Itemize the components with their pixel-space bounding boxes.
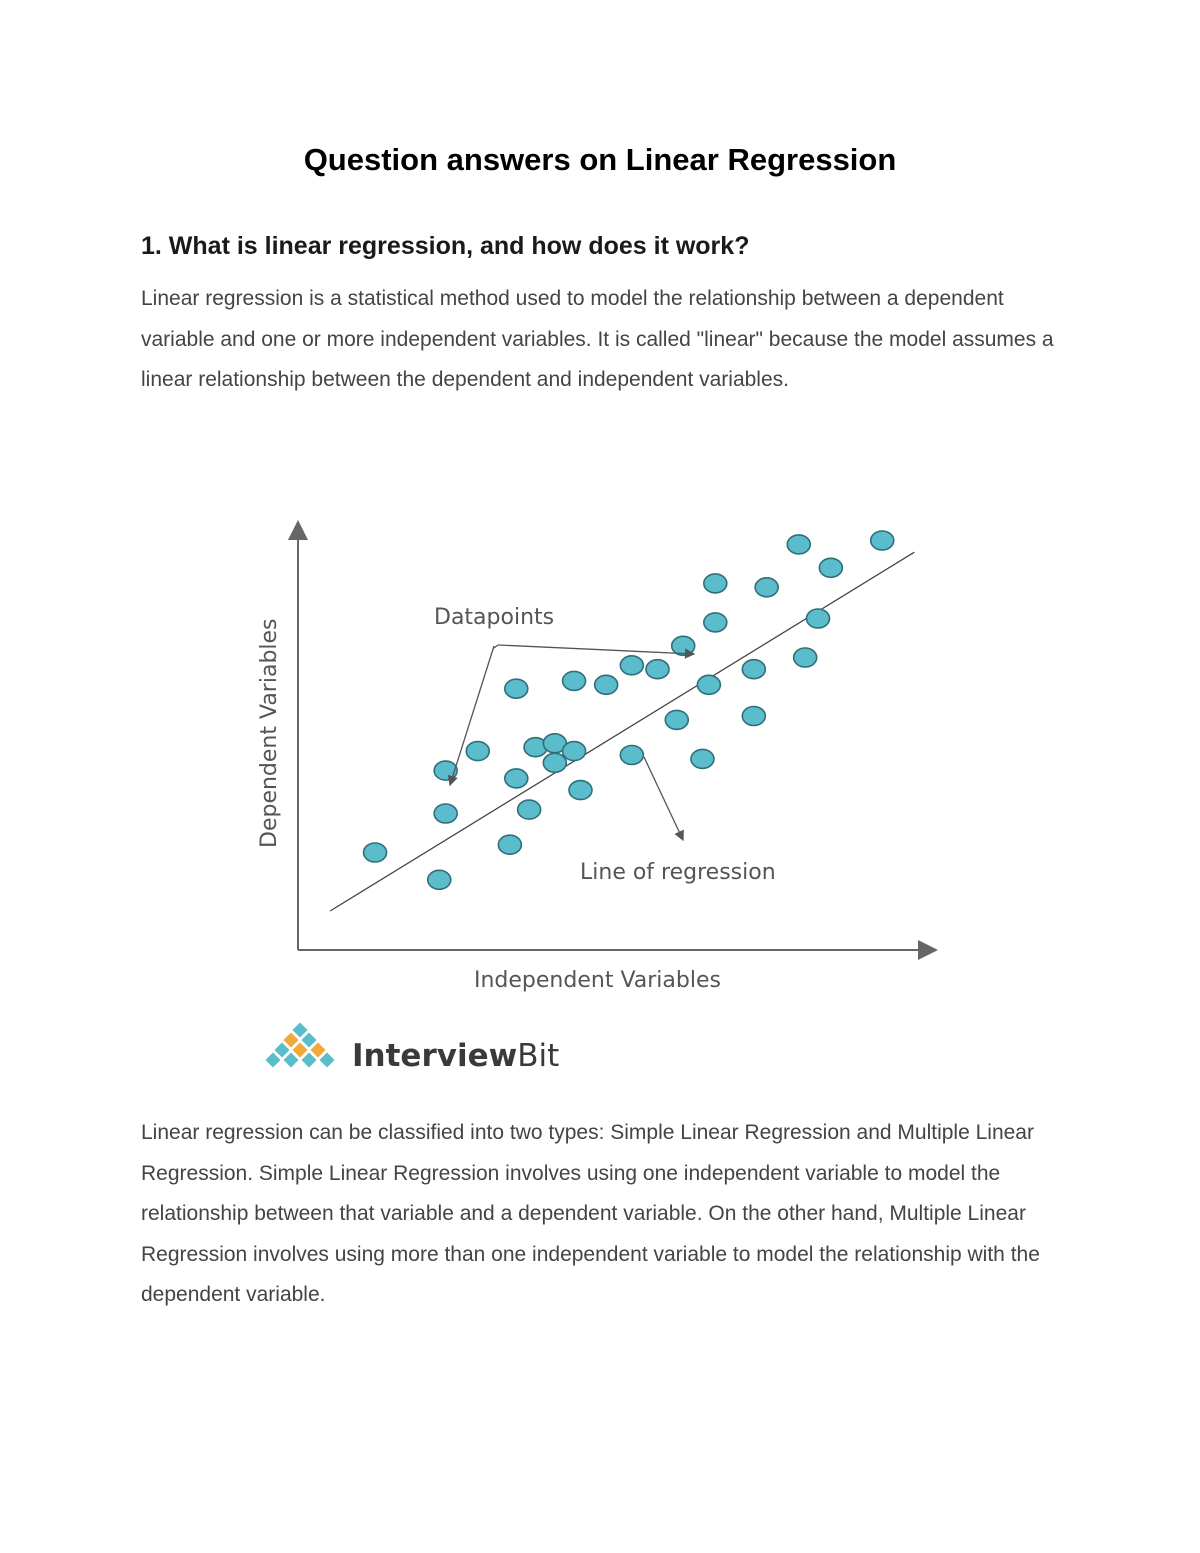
datapoint	[434, 804, 457, 823]
datapoint	[505, 769, 528, 788]
question-heading: 1. What is linear regression, and how does it work?	[141, 232, 750, 260]
datapoint	[871, 531, 894, 550]
datapoint	[428, 870, 451, 889]
svg-text:InterviewBit	[352, 1038, 559, 1074]
datapoint	[518, 800, 541, 819]
datapoint	[563, 671, 586, 690]
datapoint	[807, 609, 830, 628]
datapoint	[466, 742, 489, 761]
datapoint	[704, 613, 727, 632]
paragraph-intro: Linear regression is a statistical method used to model the relationship between a dependent variable and one or more independent variables. It is called "linear" because the model assumes a linear relationship between the dependent and independent variables.	[141, 287, 1054, 391]
datapoint	[742, 660, 765, 679]
datapoint	[498, 835, 521, 854]
regression-label-arrow	[644, 757, 683, 840]
datapoint	[742, 707, 765, 726]
datapoints-group	[364, 531, 894, 889]
datapoint	[595, 675, 618, 694]
datapoint	[364, 843, 387, 862]
y-axis-label: Dependent Variables	[257, 618, 282, 848]
datapoints-arrow-left	[450, 646, 494, 785]
datapoint	[543, 753, 566, 772]
x-axis-label: Independent Variables	[474, 968, 721, 993]
datapoint	[620, 656, 643, 675]
regression-chart	[240, 500, 960, 1080]
datapoint	[704, 574, 727, 593]
datapoint	[697, 675, 720, 694]
datapoint	[646, 660, 669, 679]
datapoint	[569, 781, 592, 800]
datapoint	[434, 761, 457, 780]
datapoint	[672, 636, 695, 655]
regression-figure	[240, 500, 960, 1080]
datapoint	[665, 710, 688, 729]
datapoint	[755, 578, 778, 597]
datapoint	[787, 535, 810, 554]
datapoints-arrow-stem	[494, 645, 498, 648]
regression-line-label: Line of regression	[580, 860, 776, 885]
paragraph-types: Linear regression can be classified into two types: Simple Linear Regression and Multiple Linear Regression. Simple Linear Regression involves using one independent variable to model the relationship between that variable and a dependent variable. On the other hand, Multiple Linear Regression involves using more than one independent variable to model the relationship with the dependent variable.	[141, 1121, 1040, 1306]
datapoint	[505, 679, 528, 698]
logo-mark-icon	[265, 1022, 336, 1069]
datapoint	[620, 746, 643, 765]
datapoints-arrow-right	[498, 645, 694, 654]
datapoint	[691, 749, 714, 768]
datapoints-label: Datapoints	[434, 605, 555, 630]
datapoint	[794, 648, 817, 667]
logo-text-light: Bit	[517, 1038, 560, 1074]
datapoint	[819, 558, 842, 577]
document-title: Question answers on Linear Regression	[303, 142, 897, 177]
interviewbit-logo	[265, 1022, 560, 1075]
datapoint	[563, 742, 586, 761]
logo-text-bold: Interview	[352, 1038, 518, 1074]
regression-line	[330, 552, 914, 911]
